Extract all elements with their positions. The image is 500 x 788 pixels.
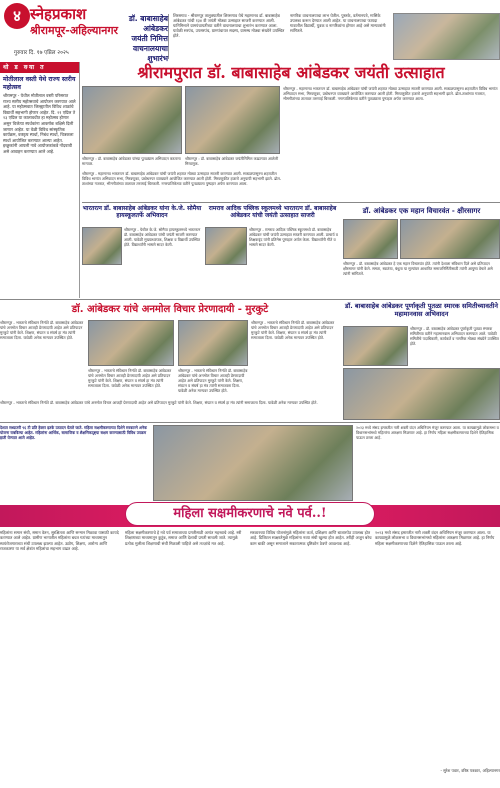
story-a-photo bbox=[82, 227, 122, 265]
story-a-body: श्रीरामपूर - येथील के.जे. सोमैया हायस्कूलमध्ये भारतरत्न डॉ. बाबासाहेब आंबेडकर यांची जयंती साजरी करण्यात आली. यावेळी मुख्याध्यापक, शिक्षक व विद्यार्थी उपस्थित होते. विद्यार्थ्यांनी भाषणे सादर केली. bbox=[124, 227, 201, 247]
date-line: गुरुवार दि. १७ एप्रिल २०२५ bbox=[14, 50, 69, 56]
brief-section-head: थो ड क्या त bbox=[0, 62, 79, 73]
women-intro: देशात सध्यातरी ९६ टी प्रति हेक्टर इतके उत्पादन घेतले जाते. महिला सक्षमीकरणाच्या दिशेने सरकारने अनेक योजना राबविल्या आहेत. महिलांना आर्थिक, सामाजिक व शैक्षणिकदृष्ट्या सक्षम करण्यासाठी विविध उपक्रम हाती घेण्यात आले आहेत. bbox=[0, 425, 147, 440]
main-story-body-cont: श्रीरामपूर - महामानव भारतरत्न डॉ. बाबासाहेब आंबेडकर यांची जयंती शहरात मोठ्या उत्साहात साजरी करण्यात आली. सकाळपासूनच शहरातील विविध भागांत अभिवादन सभा, मिरवणुका, प्रबोधनपर व्याख्याने आयोजित करण्यात आली होती. मिरवणुकीत हजारो अनुयायी सहभागी झाले. ढोल-ताशांच्या गजरात, भीमगीतांच्या तालावर तरुणाई थिरकली. नगरपालिकेच्या वतीने पुतळ्याला पुष्पहार अर्पण करण्यात आला. bbox=[82, 171, 282, 186]
photo-caption: श्रीरामपूर : डॉ. बाबासाहेब आंबेडकर जयंतीनिमित्त काढण्यात आलेली मिरवणूक. bbox=[185, 156, 279, 166]
story-d-body-2: श्रीरामपूर - भारताचे संविधान निर्माते डॉ. बाबासाहेब आंबेडकर यांचे अनमोल विचार आजही प्रेरणादायी आहेत असे प्रतिपादन मुरकुटे यांनी केले. शिक्षण, संघटन व संघर्ष हा मंत्र त्यांनी समाजाला दिला. यावेळी अनेक मान्यवर उपस्थित होते. bbox=[178, 368, 248, 393]
story-e-photo-2 bbox=[343, 368, 500, 420]
story-e-photo bbox=[343, 326, 408, 366]
photo-caption: श्रीरामपूर : डॉ. बाबासाहेब आंबेडकर यांच्या पुतळ्यास अभिवादन करताना मान्यवर. bbox=[82, 156, 181, 166]
edition-number: ४ bbox=[4, 3, 30, 29]
banner-headline bbox=[113, 14, 169, 63]
divider bbox=[0, 422, 500, 423]
divider bbox=[82, 202, 500, 203]
top-lede-text-2: नागरिक वाचनालयाचा लाभ घेतील. पुस्तके, वर्तमानपत्रे, मासिके उपलब्ध करून देण्यात आली आहेत. या वाचनालयाचा फायदा गावातील विद्यार्थी, युवक व नागरिकांना होणार आहे असे मान्यवरांनी सांगितले. bbox=[290, 13, 386, 33]
women-headline: महिला सक्षमीकरणाचे नवे पर्व..! bbox=[125, 502, 375, 526]
women-col2: महिला सक्षमीकरणाचे हे नवे पर्व समाजाच्या प्रगतीसाठी अत्यंत महत्त्वाचे आहे. स्त्री शिक्षणाच्या माध्यमातून कुटुंब, समाज आणि देशाची प्रगती साधली जाते. त्यामुळे प्रत्येक मुलीला शिक्षणाची संधी मिळाली पाहिजे असे तज्ज्ञांचे मत आहे. bbox=[125, 530, 242, 546]
newspaper-title: स्नेहप्रकाश bbox=[30, 5, 87, 23]
story-d-headline: डॉ. आंबेडकर यांचे अनमोल विचार प्रेरणादायी - मुरकुटे bbox=[71, 304, 269, 315]
banner-line: जयंती निमित्त bbox=[131, 34, 168, 43]
brief-title: मोतीलाल वस्ती येथे राज्य स्तरीय महोत्सव bbox=[3, 76, 76, 91]
story-c-photo bbox=[343, 219, 398, 259]
story-d-body-3: श्रीरामपूर - भारताचे संविधान निर्माते डॉ. बाबासाहेब आंबेडकर यांचे अनमोल विचार आजही प्रेरणादायी आहेत असे प्रतिपादन मुरकुटे यांनी केले. शिक्षण, संघटन व संघर्ष हा मंत्र त्यांनी समाजाला दिला. यावेळी अनेक मान्यवर उपस्थित होते. bbox=[251, 320, 335, 340]
brief-body: श्रीरामपूर - येथील मोतीलाल वस्ती परिसरात राज्य स्तरीय महोत्सवाचे आयोजन करण्यात आले आहे. या महोत्सवात जिल्ह्यातील विविध शाळांचे विद्यार्थी सहभागी होणार आहेत. दि. २१ एप्रिल ते २३ एप्रिल या कालावधीत हा महोत्सव होणार असून विजेत्या स्पर्धकांना आकर्षक बक्षिसे दिली जाणार आहेत. या वेळी विविध सांस्कृतिक कार्यक्रम, वक्तृत्व स्पर्धा, निबंध स्पर्धा, चित्रकला स्पर्धा आयोजित करण्यात आल्या आहेत. इच्छुकांनी आपली नावे आयोजकांकडे नोंदवावी असे आवाहन करण्यात आले आहे. bbox=[3, 93, 76, 154]
women-byline: - सुरेश पवार, वरिष्ठ पत्रकार, अहिल्यानगर bbox=[440, 768, 500, 773]
story-b-body: श्रीरामपूर - रामराव आदिक पब्लिक स्कूलमध्ये डॉ. बाबासाहेब आंबेडकर यांची जयंती उत्साहात साजरी करण्यात आली. प्राचार्य व शिक्षकवृंद यांनी प्रतिमेस पुष्पहार अर्पण केला. विद्यार्थ्यांनी गीते व भाषणे सादर केली. bbox=[249, 227, 338, 247]
main-photo-left bbox=[82, 86, 182, 154]
banner-line: आंबेडकर bbox=[143, 24, 168, 33]
women-photo bbox=[153, 425, 353, 501]
banner-line: डॉ. बाबासाहेब bbox=[128, 14, 168, 23]
story-e-body: श्रीरामपूर - डॉ. बाबासाहेब आंबेडकर पूर्णाकृती पुतळा स्मारक समितीच्या वतीने महामानवास अभिवादन करण्यात आले. यावेळी समितीचे पदाधिकारी, कार्यकर्ते व नागरिक मोठ्या संख्येने उपस्थित होते. bbox=[410, 326, 499, 346]
top-photo bbox=[393, 13, 500, 60]
top-lede-text: शिरसगाव - श्रीरामपूर तालुक्यातील शिरसगाव येथे महामानव डॉ. बाबासाहेब आंबेडकर यांची १३४ वी जयंती मोठ्या उत्साहात साजरी करण्यात आली. यानिमित्ताने ग्रामपंचायतीच्या वतीने वाचनालयाचा शुभारंभ करण्यात आला. यावेळी सरपंच, उपसरपंच, ग्रामपंचायत सदस्य, ग्रामस्थ मोठ्या संख्येने उपस्थित होते. bbox=[173, 13, 285, 38]
women-col4-top: २०२३ मध्ये संसद इमारतीत नारी शक्ती वंदन अधिनियम मंजूर करण्यात आला. या कायद्यामुळे लोकसभा व विधानसभांमध्ये महिलांना आरक्षण मिळणार आहे. हा निर्णय महिला सक्षमीकरणाच्या दिशेने ऐतिहासिक पाऊल ठरला आहे. bbox=[356, 425, 499, 440]
story-c-body: श्रीरामपूर - डॉ. बाबासाहेब आंबेडकर हे एक महान विचारवंत होते. त्यांनी देशाला संविधान दिले असे प्रतिपादन क्षीरसागर यांनी केले. समता, स्वातंत्र्य, बंधुता या मूल्यांवर आधारित समाजनिर्मितीसाठी त्यांनी आयुष्य वेचले असे त्यांनी सांगितले. bbox=[343, 261, 493, 276]
main-photo-right bbox=[185, 86, 280, 154]
banner-line: वाचनालयाचा bbox=[132, 44, 168, 53]
story-d-photo bbox=[88, 320, 174, 366]
story-c-photo-2 bbox=[400, 219, 500, 259]
main-story-body: श्रीरामपूर - महामानव भारतरत्न डॉ. बाबासाहेब आंबेडकर यांची जयंती शहरात मोठ्या उत्साहात साजरी करण्यात आली. सकाळपासूनच शहरातील विविध भागांत अभिवादन सभा, मिरवणुका, प्रबोधनपर व्याख्याने आयोजित करण्यात आली होती. मिरवणुकीत हजारो अनुयायी सहभागी झाले. ढोल-ताशांच्या गजरात, भीमगीतांच्या तालावर तरुणाई थिरकली. नगरपालिकेच्या वतीने पुतळ्याला पुष्पहार अर्पण करण्यात आला. bbox=[283, 86, 498, 101]
women-col4: २०२३ मध्ये संसद इमारतीत नारी शक्ती वंदन अधिनियम मंजूर करण्यात आला. या कायद्यामुळे लोकसभा व विधानसभांमध्ये महिलांना आरक्षण मिळणार आहे. हा निर्णय महिला सक्षमीकरणाच्या दिशेने ऐतिहासिक पाऊल ठरला आहे. bbox=[375, 530, 495, 546]
story-b-headline: रामराव आदिक पब्लिक स्कूलमध्ये भारतरत्न डॉ. बाबासाहेब आंबेडकर यांची जयंती उत्साहात साजरी bbox=[208, 205, 337, 219]
story-b-photo bbox=[205, 227, 247, 265]
main-headline: श्रीरामपुरात डॉ. बाबासाहेब आंबेडकर जयंती उत्साहात bbox=[137, 63, 445, 82]
news-brief-column bbox=[0, 62, 80, 298]
story-d-body-4: श्रीरामपूर - भारताचे संविधान निर्माते डॉ. बाबासाहेब आंबेडकर यांचे अनमोल विचार आजही प्रेरणादायी आहेत असे प्रतिपादन मुरकुटे यांनी केले. शिक्षण, संघटन व संघर्ष हा मंत्र त्यांनी समाजाला दिला. यावेळी अनेक मान्यवर उपस्थित होते. bbox=[0, 400, 318, 405]
women-col3: सरकारच्या विविध योजनांमुळे महिलांना कर्ज, प्रशिक्षण आणि बाजारपेठ उपलब्ध होत आहे. डिजिटल साक्षरतेमुळे महिलांना नव्या संधी खुल्या होत आहेत. तरीही अजून बरेच काम बाकी असून समाजाने सकारात्मक दृष्टिकोन ठेवणे आवश्यक आहे. bbox=[250, 530, 372, 546]
women-col1: महिलांना समान संधी, समान वेतन, सुरक्षितता आणि सन्मान मिळावा यासाठी कायदे करण्यात आले आहेत. ग्रामीण भागातील महिलांना बचत गटांच्या माध्यमातून स्वयंरोजगाराच्या संधी उपलब्ध झाल्या आहेत. उद्योग, शिक्षण, आरोग्य आणि राजकारण या सर्व क्षेत्रांत महिलांचा सहभाग वाढत आहे. bbox=[0, 530, 119, 552]
story-c-headline: डॉ. आंबेडकर एक महान विचारवंत - क्षीरसागर bbox=[362, 207, 481, 215]
story-a-headline: भारतरत्न डॉ. बाबासाहेब आंबेडकर यांना के.जे. सोमैया हायस्कूलतर्फे अभिवादन bbox=[82, 205, 202, 219]
story-e-headline: डॉ. बाबासाहेब आंबेडकर पूर्णाकृती पुतळा स्मारक समितीच्यावतीने महामानवास अभिवादन bbox=[345, 302, 498, 318]
banner-line: शुभारंभ bbox=[147, 54, 168, 63]
divider bbox=[0, 299, 500, 300]
story-d-body: श्रीरामपूर - भारताचे संविधान निर्माते डॉ. बाबासाहेब आंबेडकर यांचे अनमोल विचार आजही प्रेरणादायी आहेत असे प्रतिपादन मुरकुटे यांनी केले. शिक्षण, संघटन व संघर्ष हा मंत्र त्यांनी समाजाला दिला. यावेळी अनेक मान्यवर उपस्थित होते. bbox=[0, 320, 84, 340]
newspaper-subtitle: श्रीरामपूर-अहिल्यानगर bbox=[30, 24, 119, 37]
story-d-body-cont: श्रीरामपूर - भारताचे संविधान निर्माते डॉ. बाबासाहेब आंबेडकर यांचे अनमोल विचार आजही प्रेरणादायी आहेत असे प्रतिपादन मुरकुटे यांनी केले. शिक्षण, संघटन व संघर्ष हा मंत्र त्यांनी समाजाला दिला. यावेळी अनेक मान्यवर उपस्थित होते. bbox=[88, 368, 172, 388]
story-d-photo-2 bbox=[178, 320, 248, 366]
